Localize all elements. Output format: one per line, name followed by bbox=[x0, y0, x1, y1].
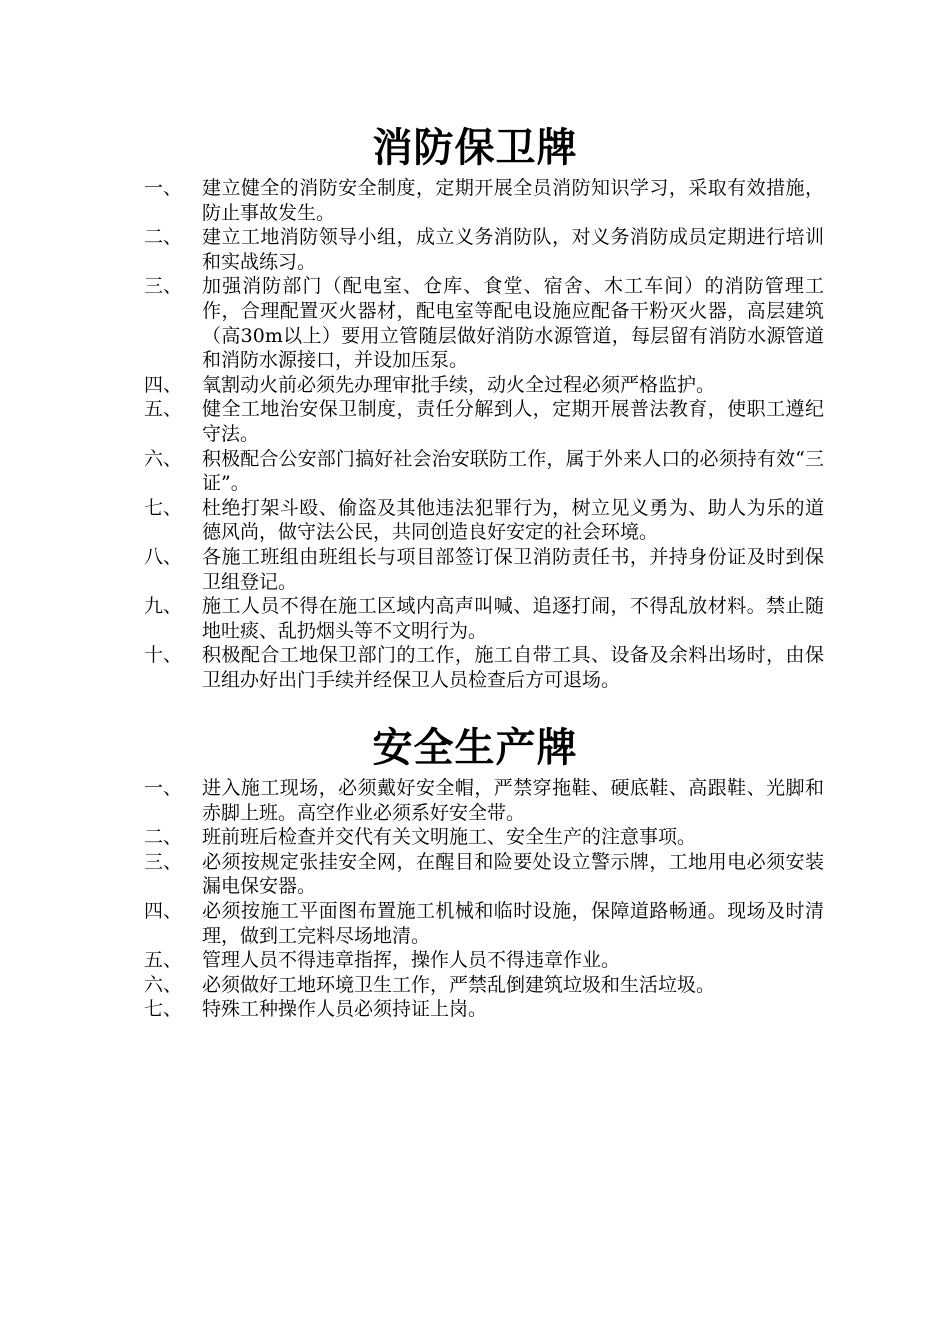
work-safety-list bbox=[0, 776, 950, 1022]
item-text: 施工人员不得在施工区域内高声叫喊、追逐打闹，不得乱放材料。禁止随地吐痰、乱扔烟头等不文明行为。 bbox=[202, 595, 824, 642]
item-number: 五、 bbox=[144, 398, 183, 421]
list-item bbox=[0, 545, 950, 594]
item-number: 四、 bbox=[144, 373, 183, 396]
list-item bbox=[0, 274, 950, 372]
list-item bbox=[0, 997, 950, 1022]
item-text: 特殊工种操作人员必须持证上岗。 bbox=[202, 998, 488, 1021]
item-text: 班前班后检查并交代有关文明施工、安全生产的注意事项。 bbox=[202, 826, 697, 849]
item-text: 进入施工现场，必须戴好安全帽，严禁穿拖鞋、硬底鞋、高跟鞋、光脚和赤脚上班。高空作业必须系好安全带。 bbox=[202, 777, 824, 824]
item-number: 五、 bbox=[144, 949, 183, 972]
list-item bbox=[0, 643, 950, 692]
item-text: 健全工地治安保卫制度，责任分解到人，定期开展普法教育，使职工遵纪守法。 bbox=[202, 398, 824, 445]
item-number: 二、 bbox=[144, 826, 183, 849]
item-text: 杜绝打架斗殴、偷盗及其他违法犯罪行为，树立见义勇为、助人为乐的道德风尚，做守法公民，共同创造良好安定的社会环境。 bbox=[202, 496, 824, 544]
item-text: 氧割动火前必须先办理审批手续，动火全过程必须严格监护。 bbox=[202, 373, 716, 396]
item-text: 各施工班组由班组长与项目部签订保卫消防责任书，并持身份证及时到保卫组登记。 bbox=[202, 545, 824, 593]
item-number: 三、 bbox=[144, 275, 183, 298]
item-text: 必须按施工平面图布置施工机械和临时设施，保障道路畅通。现场及时清理，做到工完料尽场地清。 bbox=[202, 899, 824, 947]
item-text: 建立健全的消防安全制度，定期开展全员消防知识学习，采取有效措施，防止事故发生。 bbox=[202, 177, 824, 224]
item-text: 管理人员不得违章指挥，操作人员不得违章作业。 bbox=[202, 949, 621, 972]
item-number: 九、 bbox=[144, 595, 183, 618]
list-item bbox=[0, 225, 950, 274]
item-text: 积极配合公安部门搞好社会治安联防工作，属于外来人口的必须持有效“三证”。 bbox=[202, 447, 824, 495]
list-item bbox=[0, 373, 950, 398]
item-text: 积极配合工地保卫部门的工作，施工自带工具、设备及余料出场时，由保卫组办好出门手续并经保卫人员检查后方可退场。 bbox=[202, 644, 824, 691]
item-number: 一、 bbox=[144, 177, 183, 199]
list-item bbox=[0, 176, 950, 225]
item-number: 二、 bbox=[144, 226, 183, 249]
item-number: 七、 bbox=[144, 998, 183, 1021]
list-item bbox=[0, 447, 950, 496]
list-item bbox=[0, 594, 950, 643]
list-item bbox=[0, 496, 950, 545]
item-number: 六、 bbox=[144, 973, 183, 996]
item-text: 建立工地消防领导小组，成立义务消防队，对义务消防成员定期进行培训和实战练习。 bbox=[202, 226, 824, 273]
list-item bbox=[0, 776, 950, 825]
list-item bbox=[0, 948, 950, 973]
fire-security-title: 消防保卫牌 bbox=[372, 125, 578, 171]
list-item bbox=[0, 899, 950, 948]
item-text: 加强消防部门（配电室、仓库、食堂、宿舍、木工车间）的消防管理工作，合理配置灭火器材，配电室等配电设施应配备干粉灭火器，高层建筑（高30m以上）要用立管随层做好消防水源管道，每层留有消防水源管道和消防水源接口，并设加压泵。 bbox=[202, 275, 824, 372]
list-item bbox=[0, 825, 950, 850]
list-item bbox=[0, 397, 950, 446]
work-safety-title: 安全生产牌 bbox=[372, 725, 578, 771]
item-number: 六、 bbox=[144, 447, 183, 470]
item-number: 四、 bbox=[144, 899, 183, 922]
item-number: 十、 bbox=[144, 644, 183, 667]
item-number: 一、 bbox=[144, 777, 183, 799]
item-text: 必须按规定张挂安全网，在醒目和险要处设立警示牌，工地用电必须安装漏电保安器。 bbox=[202, 850, 824, 898]
list-item bbox=[0, 850, 950, 899]
item-number: 八、 bbox=[144, 545, 183, 568]
fire-security-list bbox=[0, 176, 950, 692]
item-text: 必须做好工地环境卫生工作，严禁乱倒建筑垃圾和生活垃圾。 bbox=[202, 973, 716, 996]
work-safety-section bbox=[0, 722, 950, 1022]
list-item bbox=[0, 973, 950, 998]
item-number: 七、 bbox=[144, 496, 183, 519]
fire-security-section bbox=[0, 122, 950, 692]
item-number: 三、 bbox=[144, 850, 183, 873]
